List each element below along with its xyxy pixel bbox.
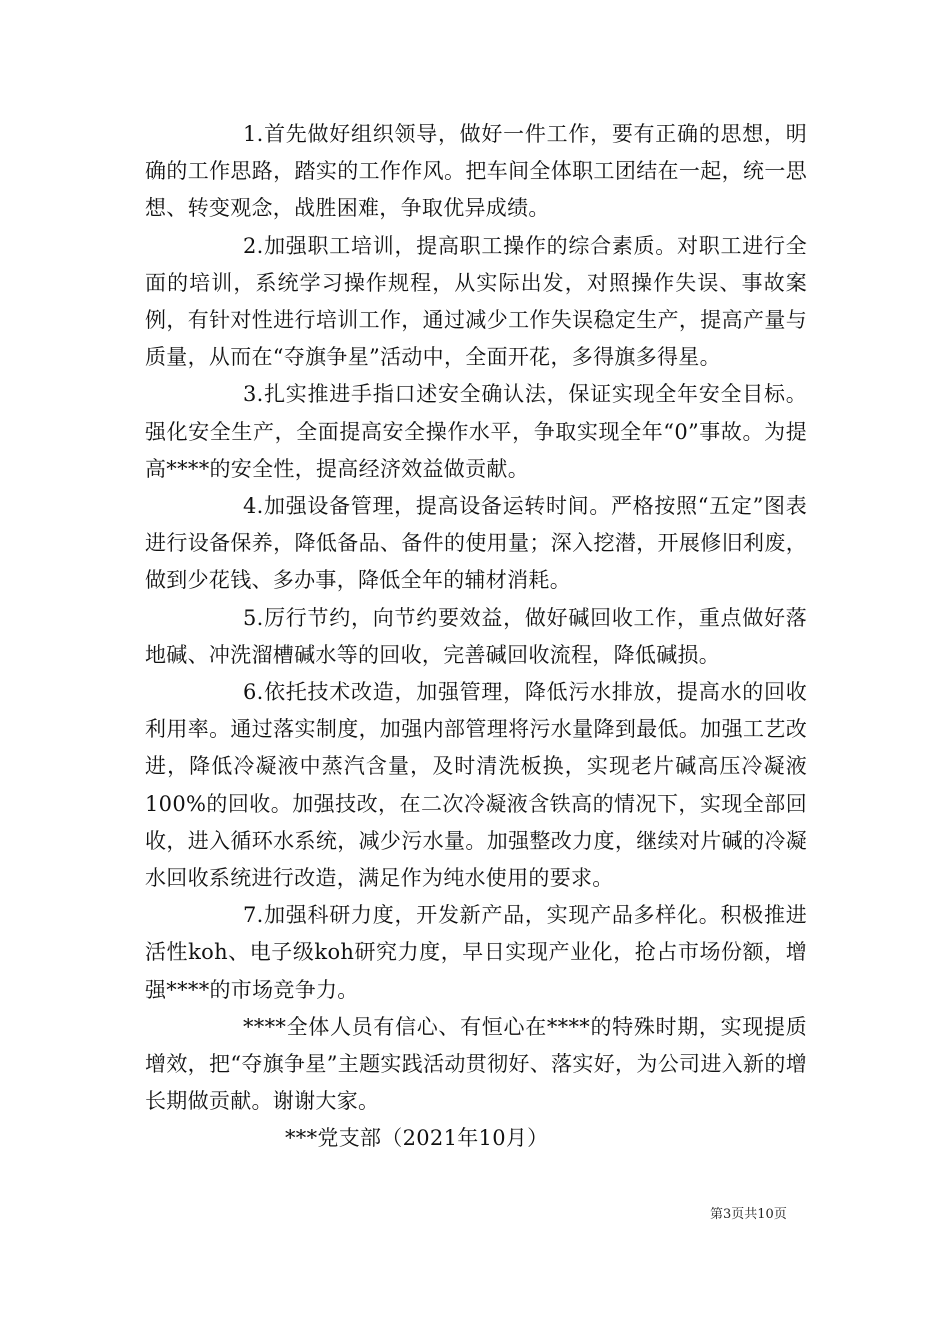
page-number-footer: 第3页共10页 (710, 1207, 787, 1222)
paragraph-4: 4.加强设备管理，提高设备运转时间。严格按照“五定”图表进行设备保养，降低备品、备件的使用量；深入挖潜，开展修旧利废，做到少花钱、多办事，降低全年的辅材消耗。 (145, 494, 807, 593)
paragraph-6: 6.依托技术改造，加强管理，降低污水排放，提高水的回收利用率。通过落实制度，加强内部管理将污水量降到最低。加强工艺改进，降低冷凝液中蒸汽含量，及时清洗板换，实现老片碱高压冷凝液100%的回收。加强技改，在二次冷凝液含铁高的情况下，实现全部回收，进入循环水系统，减少污水量。加强整改力度，继续对片碱的冷凝水回收系统进行改造，满足作为纯水使用的要求。 (145, 680, 807, 891)
paragraph-7: 7.加强科研力度，开发新产品，实现产品多样化。积极推进活性koh、电子级koh研究力度，早日实现产业化，抢占市场份额，增强****的市场竞争力。 (145, 903, 807, 1002)
paragraph-2: 2.加强职工培训，提高职工操作的综合素质。对职工进行全面的培训，系统学习操作规程，从实际出发，对照操作失误、事故案例，有针对性进行培训工作，通过减少工作失误稳定生产，提高产量与质量，从而在“夺旗争星”活动中，全面开花，多得旗多得星。 (145, 233, 807, 370)
paragraph-5: 5.厉行节约，向节约要效益，做好碱回收工作，重点做好落地碱、冲洗溜槽碱水等的回收，完善碱回收流程，降低碱损。 (145, 605, 807, 667)
signature-line: ***党支部（2021年10月） (285, 1126, 549, 1151)
document-body (145, 116, 807, 1158)
paragraph-1: 1.首先做好组织领导，做好一件工作，要有正确的思想，明确的工作思路，踏实的工作作风。把车间全体职工团结在一起，统一思想、转变观念，战胜困难，争取优异成绩。 (145, 122, 807, 221)
closing-paragraph: ****全体人员有信心、有恒心在****的特殊时期，实现提质增效，把“夺旗争星”主题实践活动贯彻好、落实好，为公司进入新的增长期做贡献。谢谢大家。 (145, 1014, 807, 1114)
paragraph-3: 3.扎实推进手指口述安全确认法，保证实现全年安全目标。强化安全生产，全面提高安全操作水平，争取实现全年“0”事故。为提高****的安全性，提高经济效益做贡献。 (145, 382, 807, 481)
